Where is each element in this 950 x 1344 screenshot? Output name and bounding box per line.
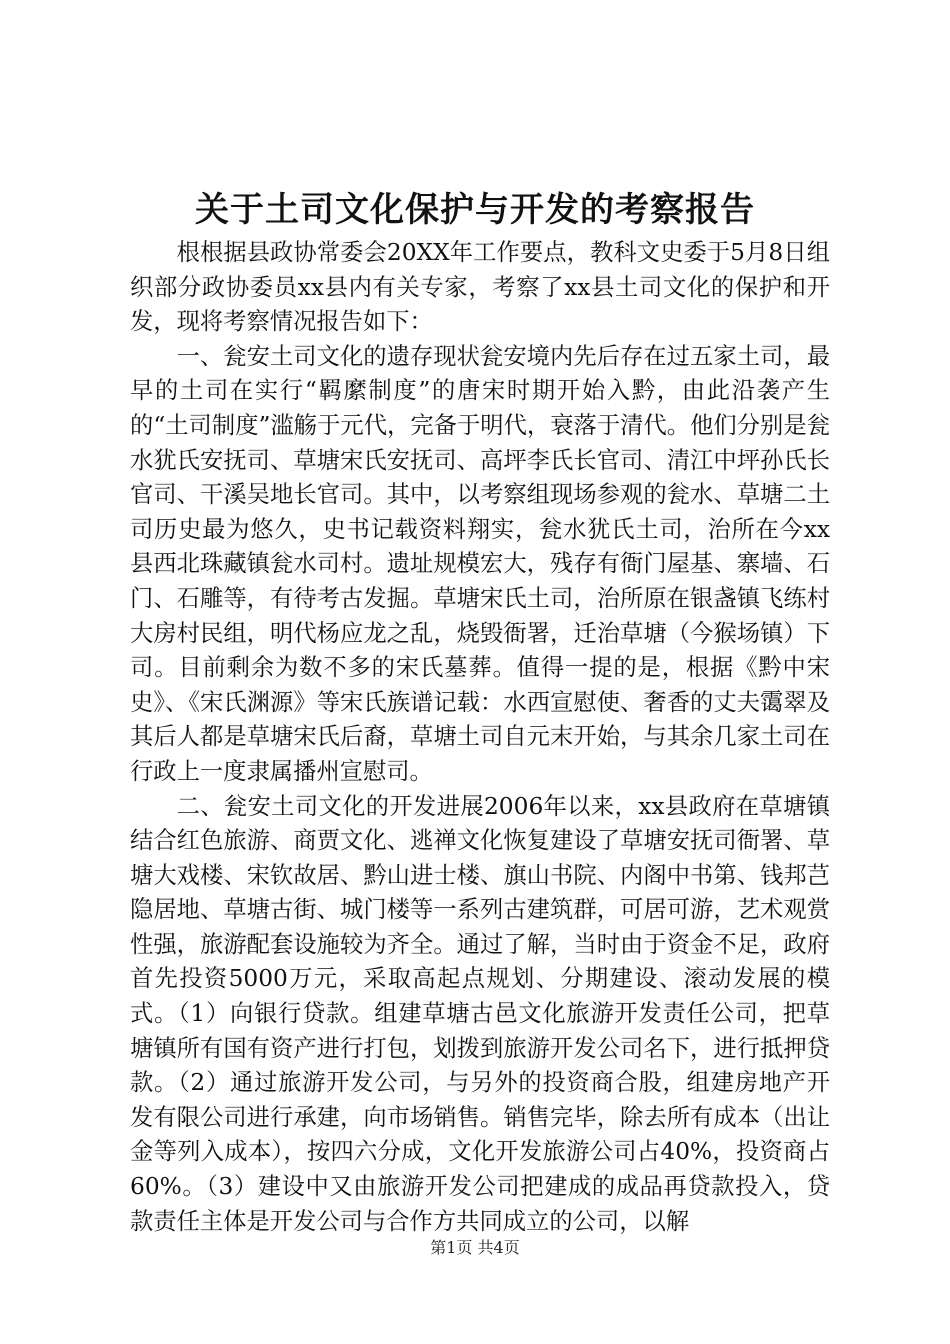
document-title: 关于土司文化保护与开发的考察报告 — [195, 190, 755, 230]
page-footer: 第1页 共4页 — [430, 1238, 520, 1257]
paragraph-section-two: 二、瓮安土司文化的开发进展2006年以来，xx县政府在草塘镇结合红色旅游、商贾文化、逃禅文化恢复建设了草塘安抚司衙署、草塘大戏楼、宋钦故居、黔山进士楼、旗山书院、内阁中书第、钱邦芑隐居地、草塘古街、城门楼等一系列古建筑群，可居可游，艺术观赏性强，旅游配套设施较为齐全。通过了解，当时由于资金不足，政府首先投资5000万元，采取高起点规划、分期建设、滚动发展的模式。（1）向银行贷款。组建草塘古邑文化旅游开发责任公司，把草塘镇所有国有资产进行打包，划拨到旅游开发公司名下，进行抵押贷款。（2）通过旅游开发公司，与另外的投资商合股，组建房地产开发有限公司进行承建，向市场销售。销售完毕，除去所有成本（出让金等列入成本），按四六分成，文化开发旅游公司占40%，投资商占60%。（3）建设中又由旅游开发公司把建成的成品再贷款投入，贷款责任主体是开发公司与合作方共同成立的公司，以解 — [130, 792, 830, 1235]
paragraph-intro: 根根据县政协常委会20XX年工作要点，教科文史委于5月8日组织部分政协委员xx县内有关专家，考察了xx县土司文化的保护和开发，现将考察情况报告如下： — [130, 239, 830, 336]
document-body — [130, 236, 830, 1239]
paragraph-section-one: 一、瓮安土司文化的遗存现状瓮安境内先后存在过五家土司，最早的土司在实行“羁縻制度”的唐宋时期开始入黔，由此沿袭产生的“土司制度”滥觞于元代，完备于明代，衰落于清代。他们分别是瓮水犹氏安抚司、草塘宋氏安抚司、高坪李氏长官司、清江中坪孙氏长官司、干溪吴地长官司。其中，以考察组现场参观的瓮水、草塘二土司历史最为悠久，史书记载资料翔实，瓮水犹氏土司，治所在今xx县西北珠藏镇瓮水司村。遗址规模宏大，残存有衙门屋基、寨墙、石门、石雕等，有待考古发掘。草塘宋氏土司，治所原在银盏镇飞练村大房村民组，明代杨应龙之乱，烧毁衙署，迁治草塘（今猴场镇）下司。目前剩余为数不多的宋氏墓葬。值得一提的是，根据《黔中宋史》、《宋氏渊源》等宋氏族谱记载：水西宣慰使、奢香的丈夫霭翠及其后人都是草塘宋氏后裔，草塘土司自元末开始，与其余几家土司在行政上一度隶属播州宣慰司。 — [130, 342, 830, 785]
